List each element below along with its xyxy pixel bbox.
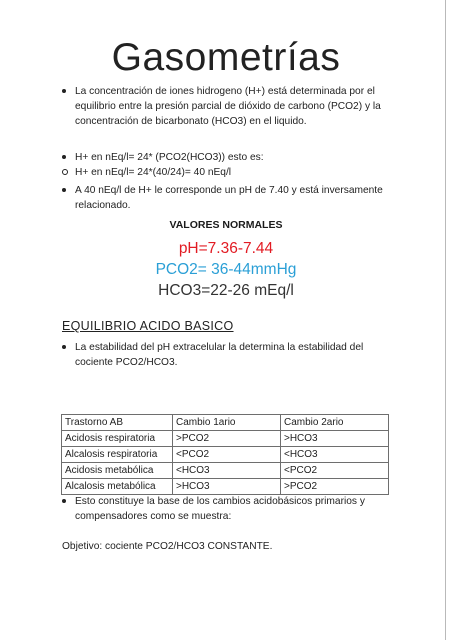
intro-text: La concentración de iones hidrogeno (H+) está determinada por el equilibrio entre la presión parcial de dióxido de carbono (PCO2) y la concentración de bicarbonato (HCO3) en el liquido. bbox=[75, 86, 381, 127]
bullet-dot-icon bbox=[62, 499, 66, 503]
ph-relation-bullet bbox=[62, 183, 392, 213]
table-row bbox=[62, 463, 389, 479]
objetivo-text: Objetivo: cociente PCO2/HCO3 CONSTANTE. bbox=[62, 541, 273, 552]
table-row bbox=[62, 431, 389, 447]
formula-bullet bbox=[62, 150, 392, 165]
table-cell: >HCO3 bbox=[281, 431, 389, 447]
table-cell: <PCO2 bbox=[281, 463, 389, 479]
hco3-normal-value: HCO3=22-26 mEq/l bbox=[158, 282, 294, 299]
table-header-cell: Cambio 2ario bbox=[281, 415, 389, 431]
base-note-bullet bbox=[62, 494, 392, 524]
table-cell: <HCO3 bbox=[173, 463, 281, 479]
table-row bbox=[62, 447, 389, 463]
table-header-row bbox=[62, 415, 389, 431]
table-cell: Acidosis respiratoria bbox=[62, 431, 173, 447]
table-cell: >PCO2 bbox=[173, 431, 281, 447]
equilibrio-heading: EQUILIBRIO ACIDO BASICO bbox=[62, 319, 234, 333]
page-edge bbox=[445, 0, 446, 640]
table-cell: <PCO2 bbox=[173, 447, 281, 463]
equilibrio-text: La estabilidad del pH extracelular la determina la estabilidad del cociente PCO2/HCO3. bbox=[75, 342, 364, 368]
valores-normales-heading: VALORES NORMALES bbox=[169, 219, 283, 231]
table-cell: Alcalosis metabólica bbox=[62, 479, 173, 495]
formula-line2: H+ en nEq/l= 24*(40/24)= 40 nEq/l bbox=[75, 167, 232, 178]
table-header-cell: Cambio 1ario bbox=[173, 415, 281, 431]
table-cell: Alcalosis respiratoria bbox=[62, 447, 173, 463]
table-cell: <HCO3 bbox=[281, 447, 389, 463]
formula-subbullet bbox=[62, 165, 392, 180]
table-header-cell: Trastorno AB bbox=[62, 415, 173, 431]
table-cell: >HCO3 bbox=[173, 479, 281, 495]
bullet-dot-icon bbox=[62, 89, 66, 93]
bullet-dot-icon bbox=[62, 188, 66, 192]
ph-relation-text: A 40 nEq/l de H+ le corresponde un pH de 7.40 y está inversamente relacionado. bbox=[75, 185, 383, 211]
base-note-text: Esto constituye la base de los cambios acidobásicos primarios y compensadores como se muestra: bbox=[75, 496, 365, 522]
pco2-normal-value: PCO2= 36-44mmHg bbox=[155, 261, 297, 278]
bullet-dot-icon bbox=[62, 155, 66, 159]
table-row bbox=[62, 479, 389, 495]
intro-bullet bbox=[62, 84, 392, 129]
equilibrio-bullet bbox=[62, 340, 392, 370]
sub-bullet-circle-icon bbox=[62, 169, 68, 175]
table-cell: >PCO2 bbox=[281, 479, 389, 495]
bullet-dot-icon bbox=[62, 345, 66, 349]
table-cell: Acidosis metabólica bbox=[62, 463, 173, 479]
formula-line1: H+ en nEq/l= 24* (PCO2(HCO3)) esto es: bbox=[75, 152, 264, 163]
ph-normal-value: pH=7.36-7.44 bbox=[178, 240, 274, 257]
acid-base-table bbox=[61, 414, 389, 495]
page-title: Gasometrías bbox=[111, 36, 341, 79]
